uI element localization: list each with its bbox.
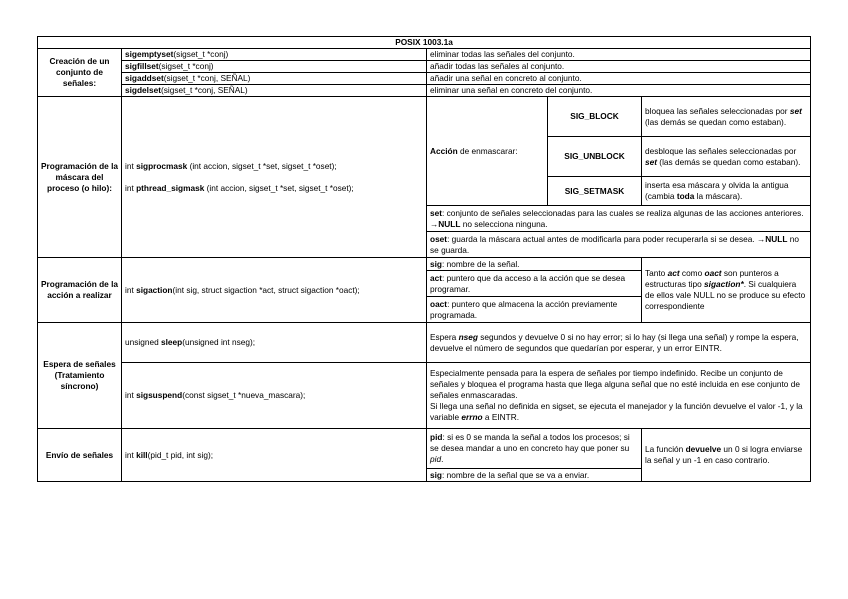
desc-sigaddset: añadir una señal en concreto al conjunto. [427,73,811,85]
section-label-action: Programación de la acción a realizar [38,258,122,323]
flag-sig-block-desc: bloquea las señales seleccionadas por set (las demás se quedan como estaban). [642,97,811,137]
flag-sig-block: SIG_BLOCK [548,97,642,137]
desc-sigfillset: añadir todas las señales al conjunto. [427,61,811,73]
pid-param-desc: pid: si es 0 se manda la señal a todos los procesos; si se desea mandar a uno en concreto hay que poner su pid. [427,429,642,469]
section-label-mask: Programación de la máscara del proceso (o hilo): [38,97,122,258]
sleep-desc: Espera nseg segundos y devuelve 0 si no hay error; si lo hay (si llega una señal) y rompe la espera, devuelve el número de segundos que quedarían por esperar, y un error EINTR. [427,323,811,363]
section-label-send: Envío de señales [38,429,122,482]
section-label-sets: Creación de un conjunto de señales: [38,49,122,97]
sigaction-note: Tanto act como oact son punteros a estructuras tipo sigaction*. Si cualquiera de ellos vale NULL no se produce su efecto correspondiente [642,258,811,323]
oset-description: oset: guarda la máscara actual antes de modificarla para poder recuperarla si se desea. →NULL no se guarda. [427,232,811,258]
oact-param-desc: oact: puntero que almacena la acción previamente programada. [427,297,642,323]
sig-param-desc: sig: nombre de la señal. [427,258,642,271]
fn-sigaction: int sigaction(int sig, struct sigaction *act, struct sigaction *oact); [122,258,427,323]
fn-kill: int kill(pid_t pid, int sig); [122,429,427,482]
fn-sigsuspend: int sigsuspend(const sigset_t *nueva_mascara); [122,363,427,429]
sigsuspend-desc: Especialmente pensada para la espera de señales por tiempo indefinido. Recibe un conjunto de señales y bloquea el programa hasta que llega alguna señal que no esté incluida en ese conjunto de señales enmascaradas. Si llega una señal no definida en sigset, se ejecuta el manejador y la función devuelve el valor -1, y la variable errno a EINTR. [427,363,811,429]
section-label-wait: Espera de señales (Tratamiento síncrono) [38,323,122,429]
fn-mask-functions [122,97,427,258]
fn-sigaddset: sigaddset(sigset_t *conj, SEÑAL) [122,73,427,85]
table-title: POSIX 1003.1a [38,37,811,49]
flag-sig-unblock: SIG_UNBLOCK [548,137,642,177]
fn-sigprocmask: int sigprocmask (int accion, sigset_t *set, sigset_t *oset); [125,160,337,171]
fn-sleep: unsigned sleep(unsigned int nseg); [122,323,427,363]
flag-sig-setmask-desc: inserta esa máscara y olvida la antigua (cambia toda la máscara). [642,177,811,206]
flag-sig-unblock-desc: desbloque las señales seleccionadas por set (las demás se quedan como estaban). [642,137,811,177]
action-label: Acción de enmascarar: [427,97,548,206]
fn-sigdelset: sigdelset(sigset_t *conj, SEÑAL) [122,85,427,97]
set-description: set: conjunto de señales seleccionadas para las cuales se realiza algunas de las acciones anteriores. →NULL no selecciona ninguna. [427,206,811,232]
kill-sig-param-desc: sig: nombre de la señal que se va a enviar. [427,469,642,482]
act-param-desc: act: puntero que da acceso a la acción que se desea programar. [427,271,642,297]
fn-pthread-sigmask: int pthread_sigmask (int accion, sigset_t *set, sigset_t *oset); [125,182,354,193]
desc-sigdelset: eliminar una señal en concreto del conjunto. [427,85,811,97]
flag-sig-setmask: SIG_SETMASK [548,177,642,206]
posix-signals-table [37,36,811,482]
kill-note: La función devuelve un 0 si logra enviarse la señal y un -1 en caso contrario. [642,429,811,482]
fn-sigfillset: sigfillset(sigset_t *conj) [122,61,427,73]
fn-sigemptyset: sigemptyset(sigset_t *conj) [122,49,427,61]
desc-sigemptyset: eliminar todas las señales del conjunto. [427,49,811,61]
